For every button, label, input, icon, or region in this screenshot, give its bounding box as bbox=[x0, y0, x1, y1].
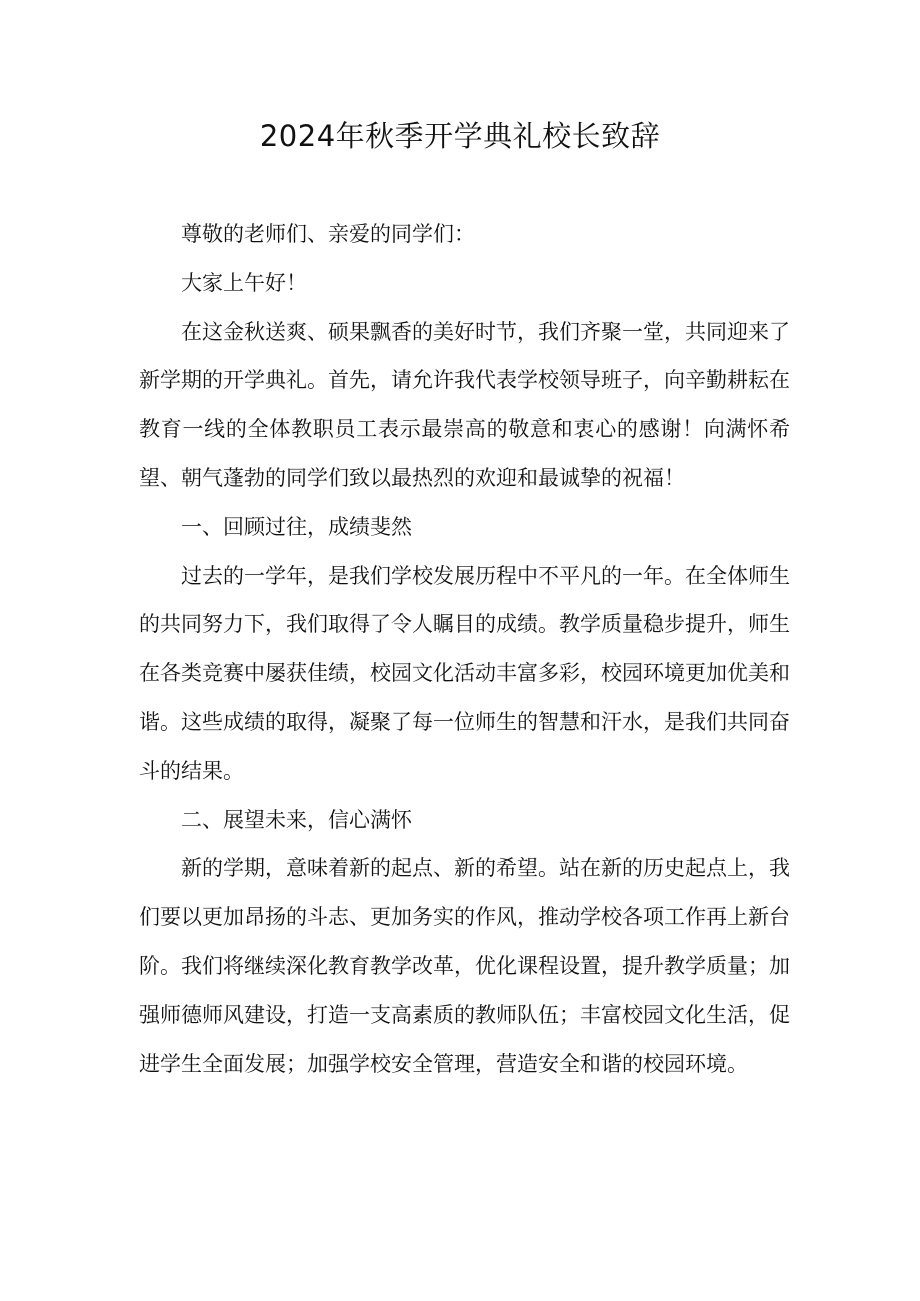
salutation: 尊敬的老师们、亲爱的同学们： bbox=[181, 222, 475, 246]
document-body bbox=[139, 210, 790, 1088]
paragraph-intro: 在这金秋送爽、硕果飘香的美好时节，我们齐聚一堂，共同迎来了新学期的开学典礼。首先，请允许我代表学校领导班子，向辛勤耕耘在教育一线的全体教职员工表示最崇高的敬意和衷心的感谢！向满怀希望、朝气蓬勃的同学们致以最热烈的欢迎和最诚挚的祝福！ bbox=[139, 319, 790, 490]
paragraph-outlook: 新的学期，意味着新的起点、新的希望。站在新的历史起点上，我们要以更加昂扬的斗志、更加务实的作风，推动学校各项工作再上新台阶。我们将继续深化教育教学改革，优化课程设置，提升教学质量；加强师德师风建设，打造一支高素质的教师队伍；丰富校园文化生活，促进学生全面发展；加强学校安全管理，营造安全和谐的校园环境。 bbox=[139, 856, 790, 1076]
section-heading-1: 一、回顾过往，成绩斐然 bbox=[181, 514, 412, 539]
greeting: 大家上午好！ bbox=[181, 270, 307, 295]
paragraph-review: 过去的一学年，是我们学校发展历程中不平凡的一年。在全体师生的共同努力下，我们取得了令人瞩目的成绩。教学质量稳步提升，师生在各类竞赛中屡获佳绩，校园文化活动丰富多彩，校园环境更加优美和谐。这些成绩的取得，凝聚了每一位师生的智慧和汗水，是我们共同奋斗的结果。 bbox=[139, 563, 790, 783]
section-heading-2: 二、展望未来，信心满怀 bbox=[181, 807, 412, 832]
document-title: 2024年秋季开学典礼校长致辞 bbox=[259, 119, 661, 153]
